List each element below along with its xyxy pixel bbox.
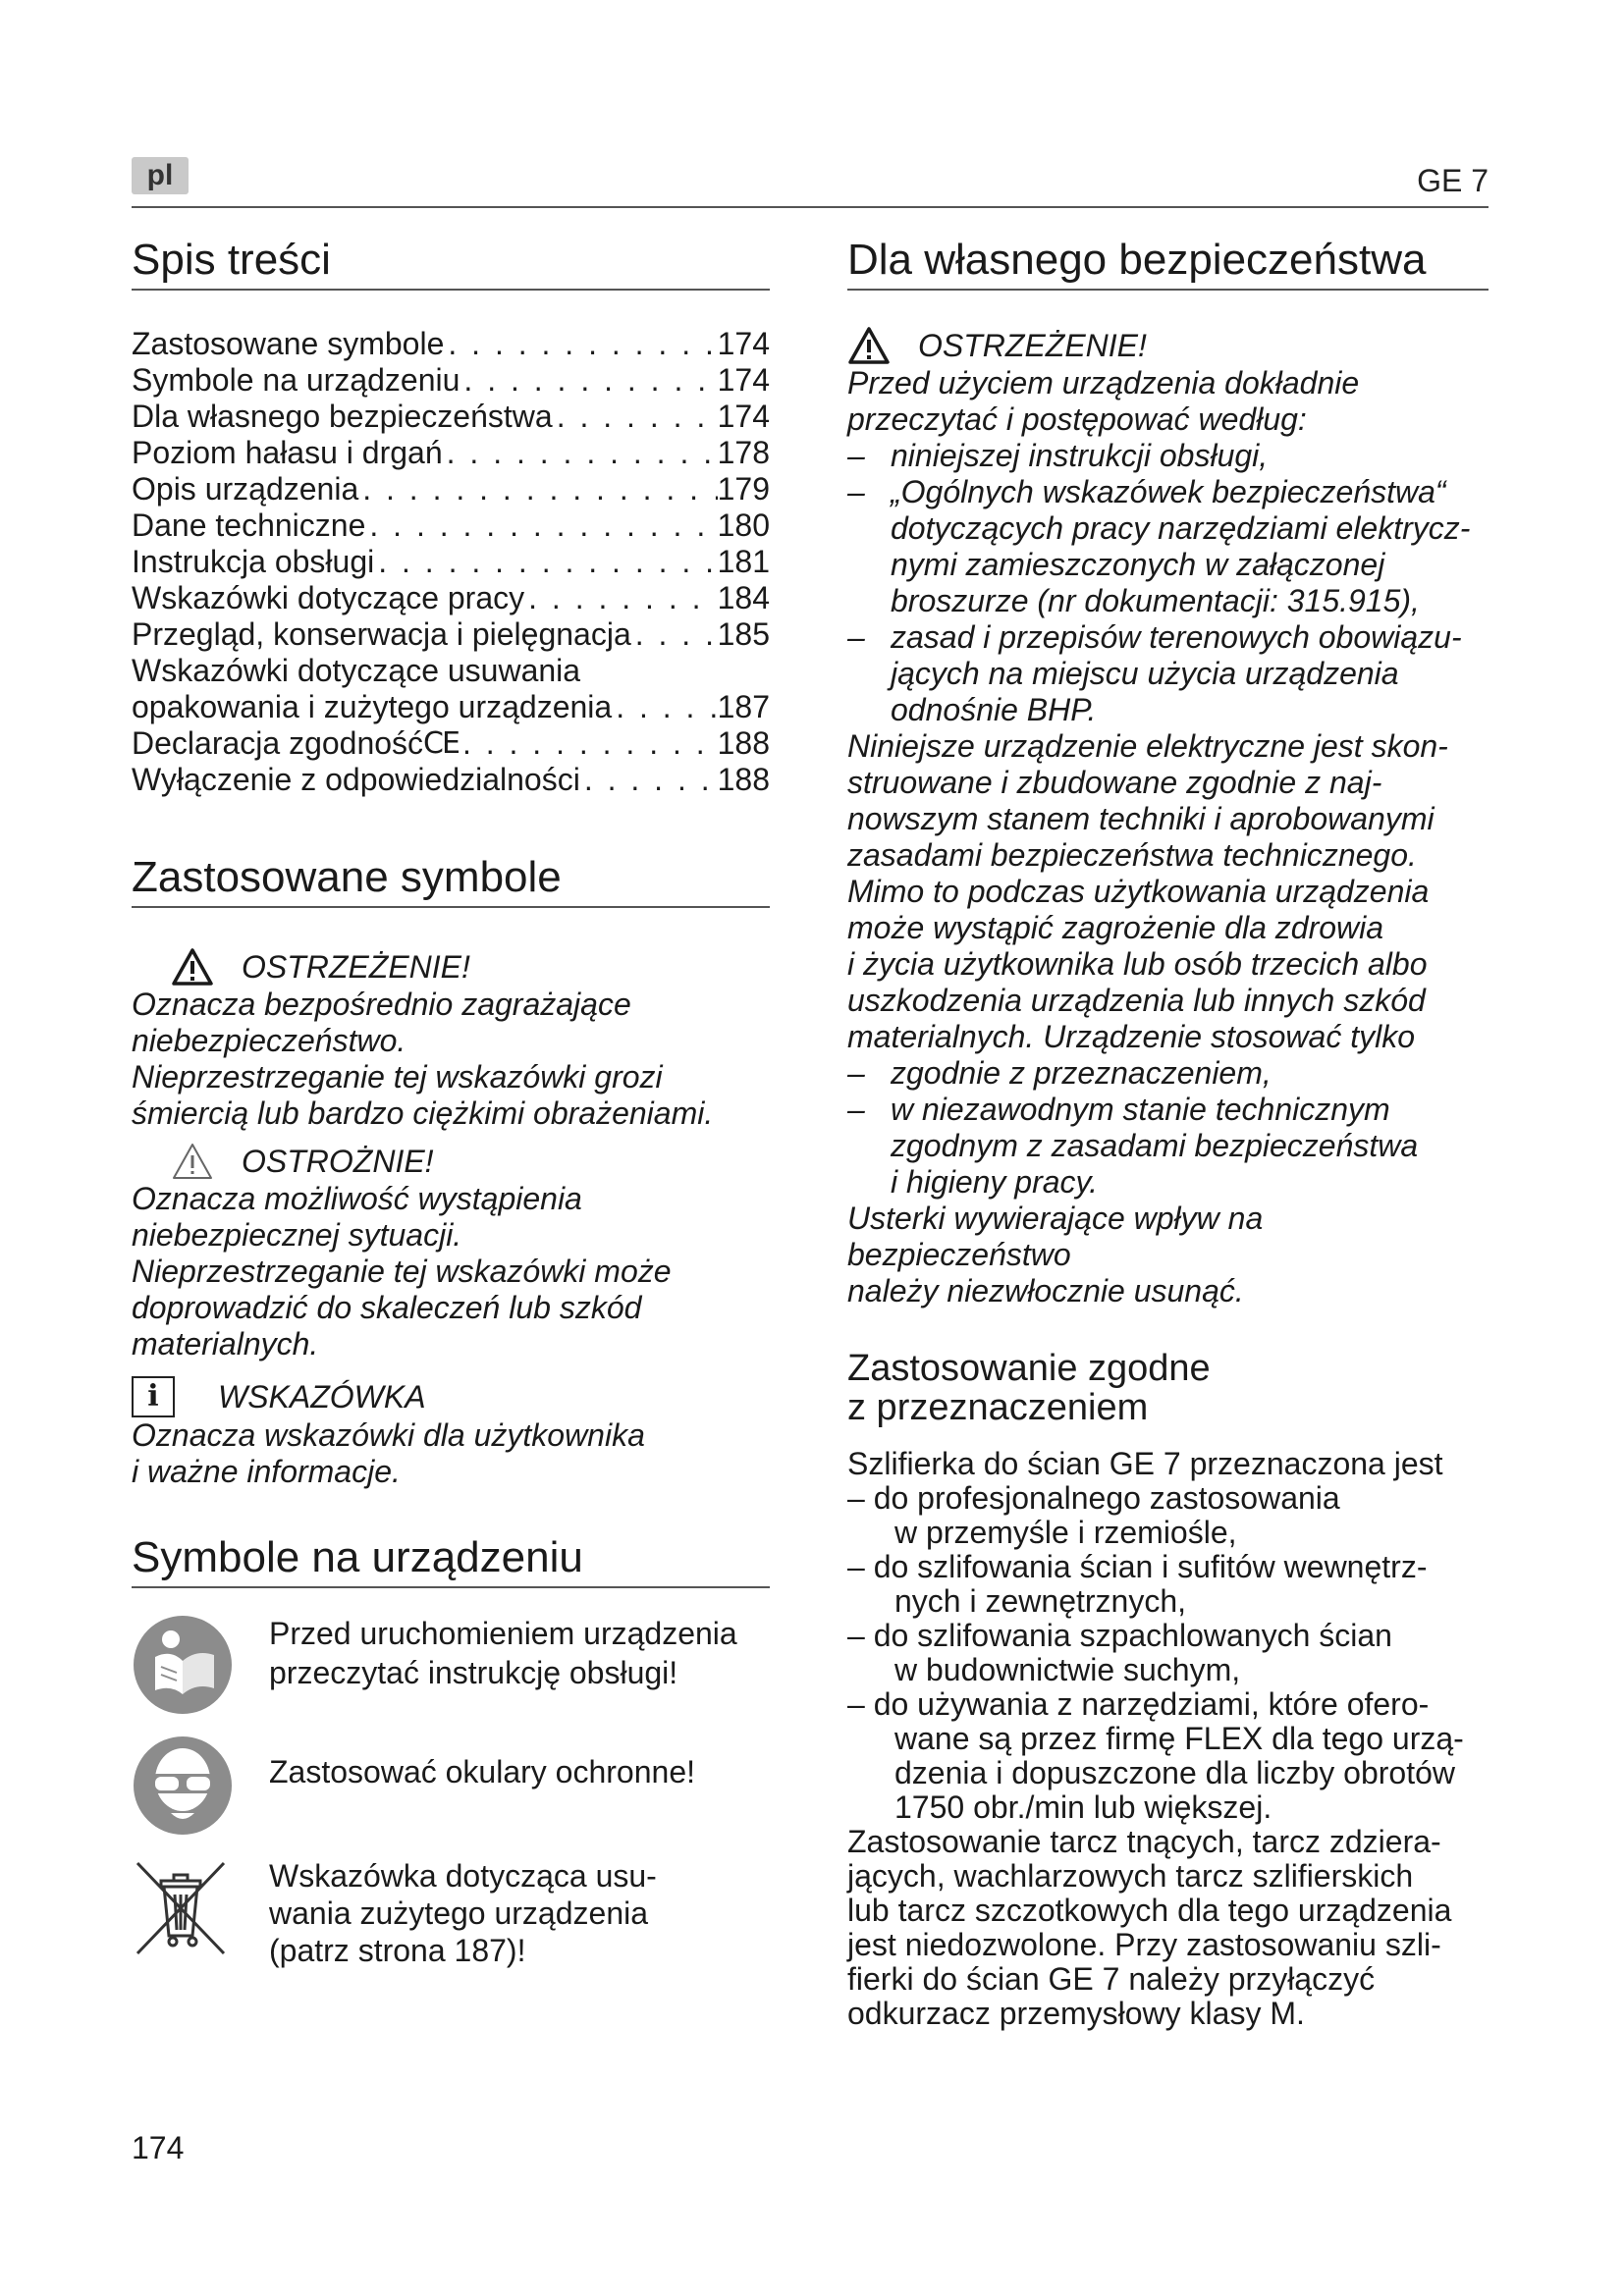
text-line: niebezpieczeństwo. — [132, 1023, 406, 1058]
text-line: przeczytać i postępować według: — [847, 401, 1307, 437]
device-symbol-item — [132, 1735, 770, 1842]
text-line: Oznacza wskazówki dla użytkownika — [132, 1417, 645, 1453]
list-item — [847, 1550, 1489, 1619]
text-line: śmiercią lub bardzo ciężkimi obrażeniami. — [132, 1095, 714, 1131]
list-item — [847, 1619, 1489, 1687]
toc-entry-page: 184 — [717, 580, 770, 615]
toc-entry[interactable] — [132, 471, 770, 507]
toc-leader-dots — [374, 544, 717, 580]
text-line: jących, wachlarzowych tarcz szlifierskich — [847, 1858, 1414, 1894]
text-line: i ważne informacje. — [132, 1454, 401, 1489]
note-label: WSKAZÓWKA — [218, 1378, 426, 1415]
toc-entry-page: 174 — [717, 362, 770, 398]
toc-leader-dots — [365, 507, 717, 544]
text-line: (patrz strona 187)! — [269, 1933, 526, 1968]
text-line: Nieprzestrzeganie tej wskazówki grozi — [132, 1059, 663, 1095]
note-description — [132, 1417, 770, 1490]
toc-entry[interactable] — [132, 326, 770, 362]
header-divider — [132, 206, 1489, 208]
text-line: – do szlifowania ścian i sufitów wewnętrz- — [847, 1549, 1428, 1584]
warning-symbol-block — [132, 947, 770, 1132]
toc-entry-label: Dane techniczne — [132, 507, 366, 543]
safety-paragraph — [847, 728, 1489, 1055]
toc-leader-dots — [459, 725, 718, 762]
symbols-heading: Zastosowane symbole — [132, 851, 770, 908]
text-line: – do profesjonalnego zastosowania — [847, 1480, 1340, 1516]
device-symbol-item — [132, 1857, 770, 1969]
warning-description — [132, 987, 770, 1132]
table-of-contents — [132, 326, 770, 798]
text-line: Przed użyciem urządzenia dokładnie — [847, 365, 1360, 400]
toc-leader-dots — [358, 471, 717, 507]
toc-entry-page: 187 — [717, 689, 770, 724]
text-line: i życia użytkownika lub osób trzecich albo — [847, 946, 1428, 982]
text-line: 1750 obr./min lub większej. — [894, 1789, 1272, 1825]
text-line: Szlifierka do ścian GE 7 przeznaczona jest — [847, 1446, 1443, 1481]
list-item — [847, 619, 1489, 728]
heading-line: Zastosowanie zgodne — [847, 1348, 1211, 1389]
text-line: – do szlifowania szpachlowanych ścian — [847, 1618, 1392, 1653]
text-line: Mimo to podczas użytkowania urządzenia — [847, 874, 1430, 909]
toc-entry[interactable] — [132, 544, 770, 580]
language-badge: pl — [132, 157, 189, 194]
toc-leader-dots — [612, 689, 717, 725]
list-item — [847, 1092, 1489, 1201]
toc-entry-page: 179 — [717, 471, 770, 507]
text-line: struowane i zbudowane zgodnie z naj- — [847, 765, 1382, 800]
text-line: uszkodzenia urządzenia lub innych szkód — [847, 983, 1426, 1018]
toc-entry[interactable] — [132, 435, 770, 471]
caution-triangle-icon — [171, 1142, 214, 1181]
toc-entry-page: 188 — [717, 725, 770, 761]
text-line: – zgodnie z przeznaczeniem, — [891, 1055, 1272, 1091]
text-line: – niniejszej instrukcji obsługi, — [891, 438, 1269, 473]
text-line: Zastosowanie tarcz tnących, tarcz zdziera- — [847, 1824, 1441, 1859]
text-line: niebezpiecznej sytuacji. — [132, 1217, 462, 1253]
conditions-list — [847, 1055, 1489, 1201]
note-symbol-block — [132, 1376, 770, 1490]
text-line: Zastosować okulary ochronne! — [269, 1754, 695, 1789]
text-line: wania zużytego urządzenia — [269, 1896, 649, 1931]
safety-goggles-icon — [132, 1735, 234, 1837]
safety-heading: Dla własnego bezpieczeństwa — [847, 234, 1489, 291]
toc-leader-dots — [460, 362, 717, 399]
list-item — [847, 1687, 1489, 1825]
toc-leader-dots — [524, 580, 717, 616]
text-line: zasadami bezpieczeństwa technicznego. — [847, 837, 1417, 873]
toc-entry[interactable] — [132, 399, 770, 435]
toc-entry-label: Opis urządzenia — [132, 471, 359, 507]
text-line: fierki do ścian GE 7 należy przyłączyć — [847, 1961, 1376, 1997]
toc-entry-page: 180 — [717, 507, 770, 543]
device-symbol-item — [132, 1614, 770, 1721]
toc-entry[interactable] — [132, 725, 770, 762]
warning-triangle-icon — [847, 326, 891, 365]
text-line: broszurze (nr dokumentacji: 315.915), — [891, 583, 1420, 618]
text-line: – do używania z narzędziami, które ofero- — [847, 1686, 1430, 1722]
text-line: materialnych. Urządzenie stosować tylko — [847, 1019, 1416, 1054]
text-line: przeczytać instrukcję obsługi! — [269, 1655, 678, 1690]
toc-entry[interactable] — [132, 653, 770, 689]
left-column — [132, 234, 770, 1969]
caution-label: OSTROŻNIE! — [242, 1143, 434, 1179]
text-line: – „Ogólnych wskazówek bezpieczeństwa“ — [891, 474, 1446, 509]
text-line: w przemyśle i rzemiośle, — [894, 1515, 1237, 1550]
toc-entry-label: Wskazówki dotyczące pracy — [132, 580, 525, 615]
toc-leader-dots — [580, 762, 718, 798]
text-line: lub tarcz szczotkowych dla tego urządzenia — [847, 1893, 1452, 1928]
toc-entry-label: Zastosowane symbole — [132, 326, 445, 361]
toc-entry-label: Declaracja zgodność — [132, 725, 424, 761]
text-line: w budownictwie suchym, — [894, 1652, 1241, 1687]
toc-entry-label: opakowania i zużytego urządzenia — [132, 689, 613, 724]
toc-entry[interactable] — [132, 580, 770, 616]
text-line: Wskazówka dotycząca usu- — [269, 1858, 657, 1894]
toc-entry-label: Symbole na urządzeniu — [132, 362, 460, 398]
text-line: jest niedozwolone. Przy zastosowaniu szli- — [847, 1927, 1441, 1962]
toc-entry-label: Dla własnego bezpieczeństwa — [132, 399, 553, 434]
ce-mark-icon: CE — [423, 726, 459, 761]
list-item — [847, 438, 1489, 474]
safety-content — [847, 326, 1489, 1309]
page-number: 174 — [132, 2130, 185, 2165]
text-line: nych i zewnętrznych, — [894, 1583, 1187, 1619]
text-line: dotyczących pracy narzędziami elektrycz- — [891, 510, 1471, 546]
list-item — [847, 1481, 1489, 1550]
text-line: odnośnie BHP. — [891, 692, 1097, 727]
intended-use-content — [847, 1447, 1489, 2031]
toc-entry-label: Wyłączenie z odpowiedzialności — [132, 762, 580, 797]
warning-triangle-icon — [171, 947, 214, 987]
toc-entry[interactable] — [132, 616, 770, 653]
toc-leader-dots — [444, 326, 717, 362]
text-line: należy niezwłocznie usunąć. — [847, 1273, 1244, 1308]
toc-entry[interactable] — [132, 362, 770, 399]
text-line: wane są przez firmę FLEX dla tego urzą- — [894, 1721, 1464, 1756]
text-line: nymi zamieszczonych w załączonej — [891, 547, 1385, 582]
toc-leader-dots — [443, 435, 718, 471]
intended-use-list — [847, 1481, 1489, 1825]
text-line: – zasad i przepisów terenowych obowiązu- — [891, 619, 1462, 655]
toc-heading: Spis treści — [132, 234, 770, 291]
text-line: dzenia i dopuszczone dla liczby obrotów — [894, 1755, 1455, 1790]
text-line: i higieny pracy. — [891, 1164, 1099, 1200]
toc-leader-dots — [631, 616, 718, 653]
toc-entry-page: 174 — [717, 399, 770, 434]
intended-use-closing — [847, 1825, 1489, 2031]
device-symbol-text — [269, 1857, 657, 1969]
toc-entry-page: 178 — [717, 435, 770, 470]
device-symbols-heading: Symbole na urządzeniu — [132, 1531, 770, 1588]
toc-entry-label: Wskazówki dotyczące usuwania — [132, 653, 581, 688]
text-line: Niniejsze urządzenie elektryczne jest skon- — [847, 728, 1448, 764]
text-line: – w niezawodnym stanie technicznym — [891, 1092, 1390, 1127]
toc-entry[interactable] — [132, 689, 770, 725]
documents-list — [847, 438, 1489, 728]
list-item — [847, 474, 1489, 619]
warning-label: OSTRZEŻENIE! — [242, 948, 470, 985]
device-symbol-text — [269, 1614, 737, 1692]
text-line: jących na miejscu użycia urządzenia — [891, 656, 1399, 691]
toc-entry-page: 174 — [717, 326, 770, 361]
toc-entry-label: Poziom hałasu i drgań — [132, 435, 443, 470]
warning-label: OSTRZEŻENIE! — [918, 327, 1147, 363]
model-label: GE 7 — [1417, 163, 1489, 198]
toc-entry-label: Przegląd, konserwacja i pielęgnacja — [132, 616, 631, 652]
text-line: zgodnym z zasadami bezpieczeństwa — [891, 1128, 1419, 1163]
caution-symbol-block — [132, 1142, 770, 1362]
read-manual-icon — [132, 1614, 234, 1716]
text-line: może wystąpić zagrożenie dla zdrowia — [847, 910, 1384, 945]
toc-entry[interactable] — [132, 507, 770, 544]
caution-description — [132, 1181, 770, 1362]
text-line: Usterki wywierające wpływ na bezpieczeństwo — [847, 1201, 1264, 1272]
toc-entry-page: 188 — [717, 762, 770, 797]
text-line: Przed uruchomieniem urządzenia — [269, 1616, 737, 1651]
toc-entry-label: Instrukcja obsługi — [132, 544, 375, 579]
text-line: materialnych. — [132, 1326, 319, 1362]
text-line: odkurzacz przemysłowy klasy M. — [847, 1996, 1305, 2031]
text-line: doprowadzić do skaleczeń lub szkód — [132, 1290, 642, 1325]
toc-entry-page: 185 — [717, 616, 770, 652]
right-column — [847, 234, 1489, 2031]
text-line: Oznacza bezpośrednio zagrażające — [132, 987, 631, 1022]
info-icon: i — [132, 1376, 175, 1417]
intended-use-heading — [847, 1349, 1489, 1427]
text-line: Oznacza możliwość wystąpienia — [132, 1181, 582, 1216]
crossed-bin-icon — [132, 1857, 230, 1959]
text-line: nowszym stanem techniki i aprobowanymi — [847, 801, 1435, 836]
toc-leader-dots — [553, 399, 718, 435]
list-item — [847, 1055, 1489, 1092]
device-symbol-text — [269, 1735, 695, 1791]
device-symbols-list — [132, 1614, 770, 1969]
text-line: Nieprzestrzeganie tej wskazówki może — [132, 1254, 672, 1289]
toc-entry-page: 181 — [717, 544, 770, 579]
heading-line: z przeznaczeniem — [847, 1387, 1149, 1428]
toc-entry[interactable] — [132, 762, 770, 798]
